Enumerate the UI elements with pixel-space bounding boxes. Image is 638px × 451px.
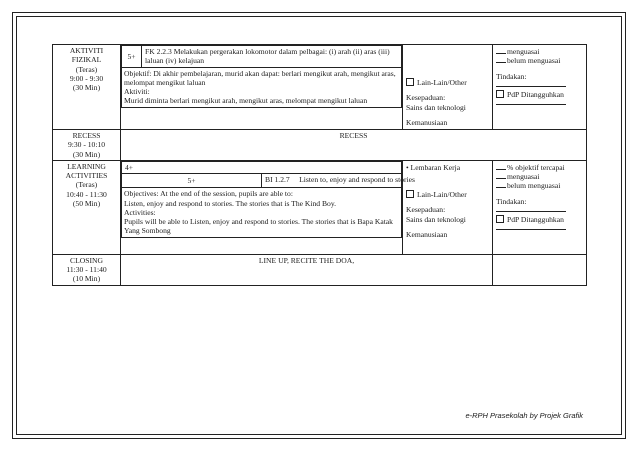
level-number: 5+ xyxy=(122,46,142,68)
row-aktiviti-fizikal xyxy=(53,45,587,130)
closing-empty-cell xyxy=(493,254,587,285)
blank-line xyxy=(496,181,506,188)
time-cell-closing: CLOSING 11:30 - 11:40 (10 Min) xyxy=(53,254,121,285)
assessment-cell-learning: % objektif tercapai menguasai belum menguasai Tindakan: PdP Ditangguhkan xyxy=(493,160,587,254)
other-option[interactable]: Lain-Lain/Other xyxy=(406,78,489,87)
assessment-cell-aktiviti: menguasai belum menguasai Tindakan: PdP Ditangguhkan xyxy=(493,45,587,130)
objective-text: Objektif: Di akhir pembelajaran, murid akan dapat: berlari mengikut arah, mengikut aras, melompat mengikut laluan xyxy=(124,68,396,87)
objective-detail: Listen, enjoy and respond to stories. The stories that is The Kind Boy. xyxy=(124,198,337,208)
checkbox-icon[interactable] xyxy=(496,215,504,223)
content-cell-learning xyxy=(121,160,415,254)
materials-item: • Lembaran Kerja xyxy=(406,162,461,172)
lesson-plan-table xyxy=(52,44,587,286)
checkbox-icon[interactable] xyxy=(496,90,504,98)
level-number-top: 4+ xyxy=(122,161,402,173)
pdp-option[interactable]: PdP Ditangguhkan xyxy=(496,215,583,224)
footer-credit: e-RPH Prasekolah by Projek Grafik xyxy=(465,411,583,420)
standard-text: BI 1.2.7 Listen to, enjoy and respond to stories xyxy=(262,174,402,188)
row-recess xyxy=(53,130,587,161)
blank-line xyxy=(496,81,566,87)
row-learning-activities xyxy=(53,160,587,254)
time-cell-aktiviti: AKTIVITI FIZIKAL (Teras) 9:00 - 9:30 (30 Min) xyxy=(53,45,121,130)
closing-label: LINE UP, RECITE THE DOA, xyxy=(121,254,493,285)
activity-text: Pupils will be able to Listen, enjoy and respond to stories. The stories that is Bapa Katak Yang Sombong xyxy=(124,217,393,236)
content-cell-aktiviti xyxy=(121,45,403,130)
level-number: 5+ xyxy=(122,174,262,188)
objective-text: Objectives: At the end of the session, pupils are able to: xyxy=(124,189,293,199)
time-cell-learning: LEARNING ACTIVITIES (Teras) 10:40 - 11:30 (50 Min) xyxy=(53,160,121,254)
checkbox-icon[interactable] xyxy=(406,78,414,86)
activity-label: Activities: xyxy=(124,207,156,217)
blank-line xyxy=(496,172,506,179)
row-closing xyxy=(53,254,587,285)
blank-line xyxy=(496,224,566,230)
integration-cell-aktiviti: Lain-Lain/Other Kesepaduan: Sains dan teknologi Kemanusiaan xyxy=(403,45,493,130)
blank-line xyxy=(496,56,506,63)
pdp-option[interactable]: PdP Ditangguhkan xyxy=(496,90,583,99)
integration-cell-learning: • Lembaran Kerja Lain-Lain/Other Kesepaduan: Sains dan teknologi Kemanusiaan xyxy=(403,160,493,254)
blank-line xyxy=(496,206,566,212)
checkbox-icon[interactable] xyxy=(406,190,414,198)
blank-line xyxy=(496,163,506,170)
blank-line xyxy=(496,47,506,54)
time-cell-recess: RECESS 9:30 - 10:10 (30 Min) xyxy=(53,130,121,161)
other-option[interactable]: Lain-Lain/Other xyxy=(406,190,489,199)
blank-line xyxy=(496,99,566,105)
recess-label: RECESS xyxy=(121,130,587,161)
activity-label: Aktiviti: xyxy=(124,87,150,96)
standard-text: FK 2.2.3 Melakukan pergerakan lokomotor dalam pelbagai: (i) arah (ii) aras (iii) laluan (iv) kelajuan xyxy=(142,46,402,68)
activity-text: Murid diminta berlari mengikut arah, mengikut aras, melompat mengikut laluan xyxy=(124,96,368,106)
